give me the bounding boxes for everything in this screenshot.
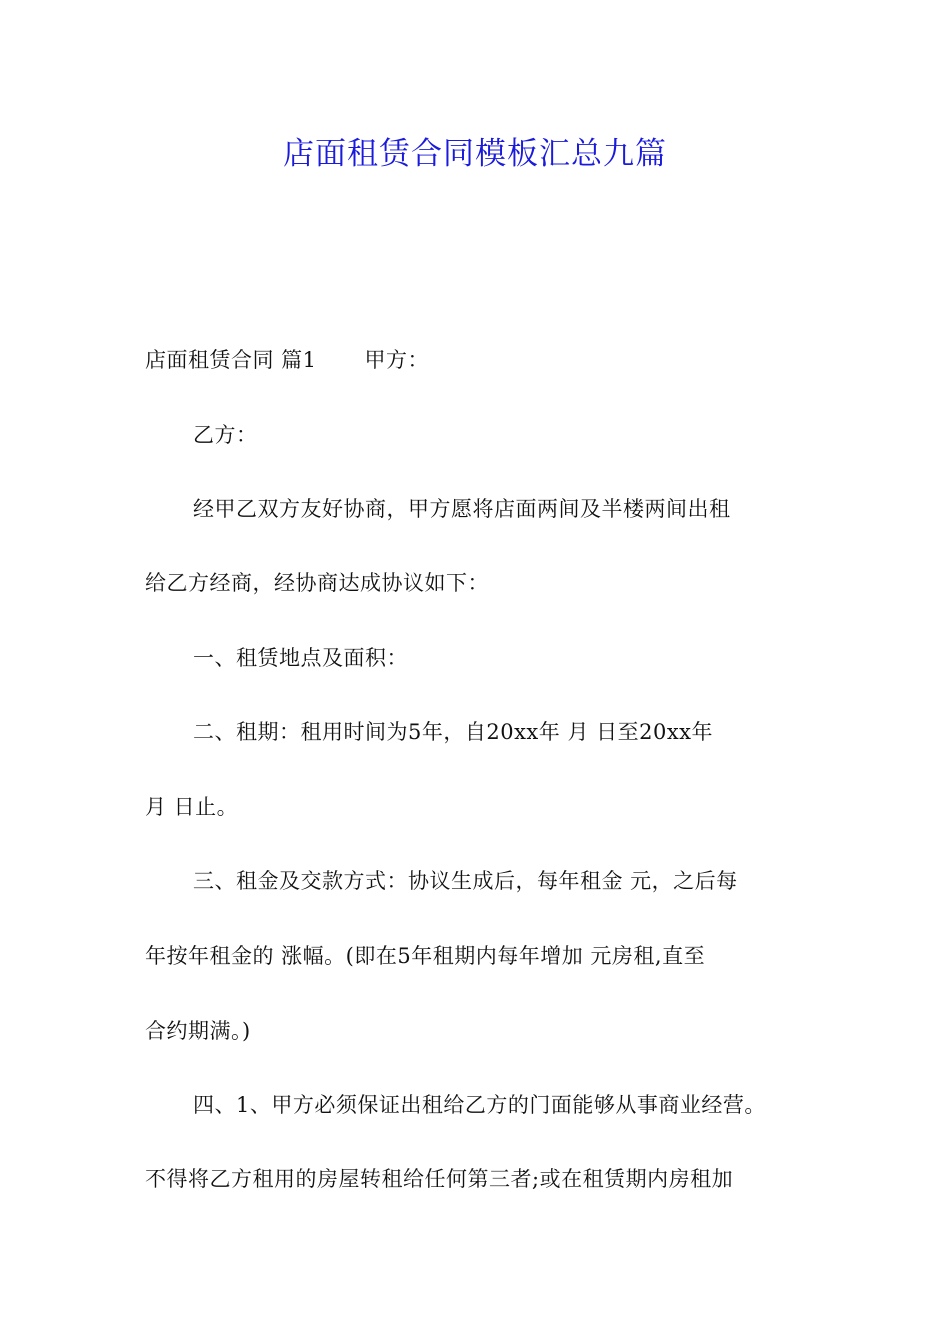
party-a-label: 甲方： xyxy=(364,348,430,372)
document-title: 店面租赁合同模板汇总九篇 xyxy=(283,136,667,172)
paragraph-line: 三、租金及交款方式：协议生成后，每年租金 元，之后每 xyxy=(193,869,738,893)
paragraph-line: 经甲乙双方友好协商，甲方愿将店面两间及半楼两间出租 xyxy=(193,497,731,521)
paragraph-line: 合约期满。) xyxy=(145,1019,251,1043)
paragraph-line: 月 日止。 xyxy=(145,795,239,819)
paragraph-line: 年按年租金的 涨幅。(即在5年租期内每年增加 元房租,直至 xyxy=(145,944,706,968)
section-heading-line xyxy=(145,347,429,373)
section-heading: 店面租赁合同 篇1 xyxy=(145,348,317,372)
paragraph-line: 二、租期：租用时间为5年，自20xx年 月 日至20xx年 xyxy=(193,720,714,744)
party-b-label: 乙方： xyxy=(193,423,258,447)
paragraph-line: 一、租赁地点及面积： xyxy=(193,646,408,670)
paragraph-line: 四、1、甲方必须保证出租给乙方的门面能够从事商业经营。 xyxy=(193,1093,766,1117)
paragraph-line: 给乙方经商，经协商达成协议如下： xyxy=(145,571,489,595)
paragraph-line: 不得将乙方租用的房屋转租给任何第三者;或在租赁期内房租加 xyxy=(145,1167,734,1191)
